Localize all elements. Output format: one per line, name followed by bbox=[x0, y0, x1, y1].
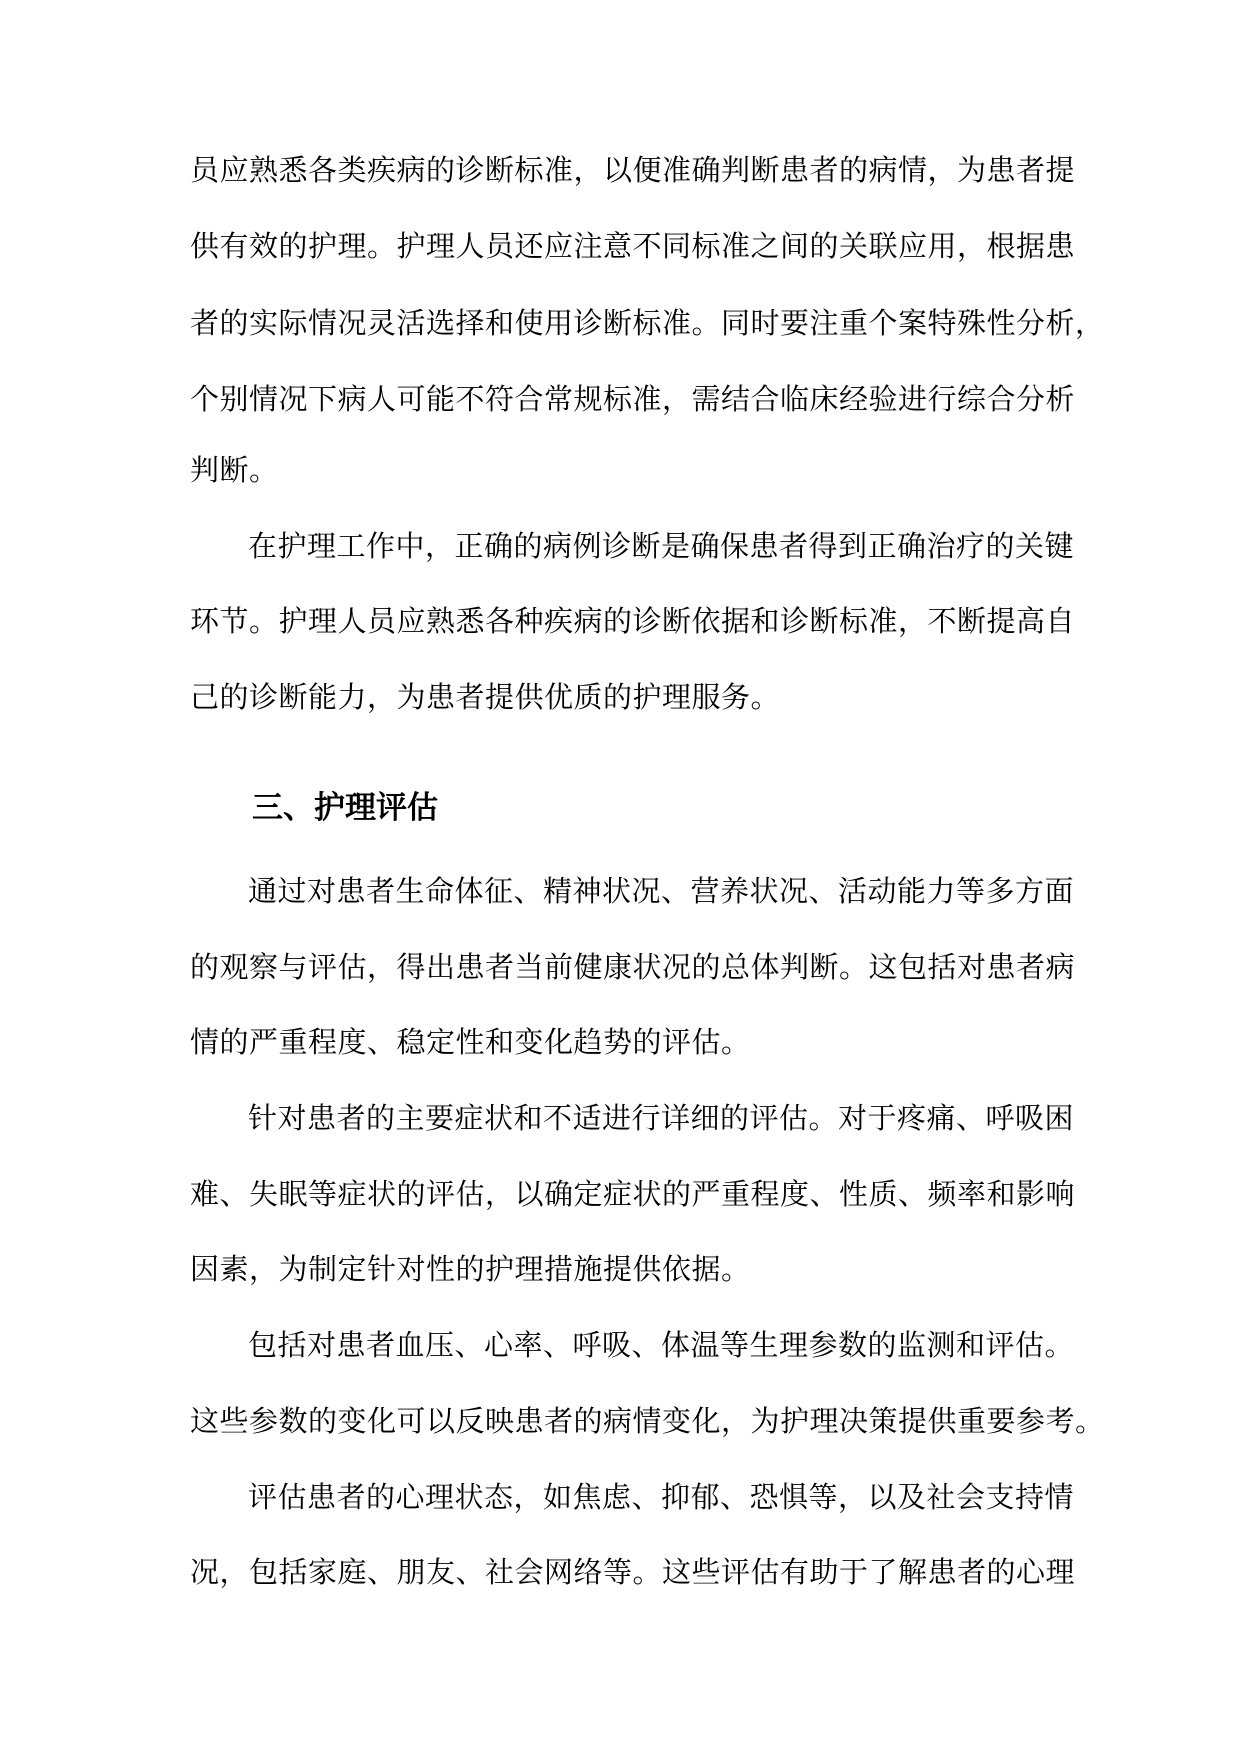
paragraph-line: 况，包括家庭、朋友、社会网络等。这些评估有助于了解患者的心理 bbox=[190, 1555, 1076, 1589]
paragraph-line: 情的严重程度、稳定性和变化趋势的评估。 bbox=[190, 1025, 751, 1059]
paragraph-line: 评估患者的心理状态，如焦虑、抑郁、恐惧等，以及社会支持情 bbox=[248, 1480, 1075, 1514]
paragraph-line: 难、失眠等症状的评估，以确定症状的严重程度、性质、频率和影响 bbox=[190, 1177, 1076, 1211]
paragraph-line: 的观察与评估，得出患者当前健康状况的总体判断。这包括对患者病 bbox=[190, 950, 1076, 984]
paragraph-line: 判断。 bbox=[190, 453, 279, 487]
paragraph-line: 针对患者的主要症状和不适进行详细的评估。对于疼痛、呼吸困 bbox=[248, 1101, 1075, 1135]
paragraph-line: 这些参数的变化可以反映患者的病情变化，为护理决策提供重要参考。 bbox=[190, 1404, 1105, 1438]
paragraph-line: 包括对患者血压、心率、呼吸、体温等生理参数的监测和评估。 bbox=[248, 1328, 1075, 1362]
paragraph-line: 个别情况下病人可能不符合常规标准，需结合临床经验进行综合分析 bbox=[190, 382, 1076, 416]
paragraph-line: 员应熟悉各类疾病的诊断标准，以便准确判断患者的病情，为患者提 bbox=[190, 153, 1076, 187]
paragraph-line: 环节。护理人员应熟悉各种疾病的诊断依据和诊断标准，不断提高自 bbox=[190, 604, 1076, 638]
paragraph-line: 供有效的护理。护理人员还应注意不同标准之间的关联应用，根据患 bbox=[190, 229, 1076, 263]
paragraph-line: 通过对患者生命体征、精神状况、营养状况、活动能力等多方面 bbox=[248, 874, 1075, 908]
section-heading: 三、护理评估 bbox=[252, 790, 438, 826]
paragraph-line: 己的诊断能力，为患者提供优质的护理服务。 bbox=[190, 680, 781, 714]
paragraph-line: 在护理工作中，正确的病例诊断是确保患者得到正确治疗的关键 bbox=[248, 529, 1075, 563]
paragraph-line: 因素，为制定针对性的护理措施提供依据。 bbox=[190, 1252, 751, 1286]
paragraph-line: 者的实际情况灵活选择和使用诊断标准。同时要注重个案特殊性分析， bbox=[190, 306, 1105, 340]
